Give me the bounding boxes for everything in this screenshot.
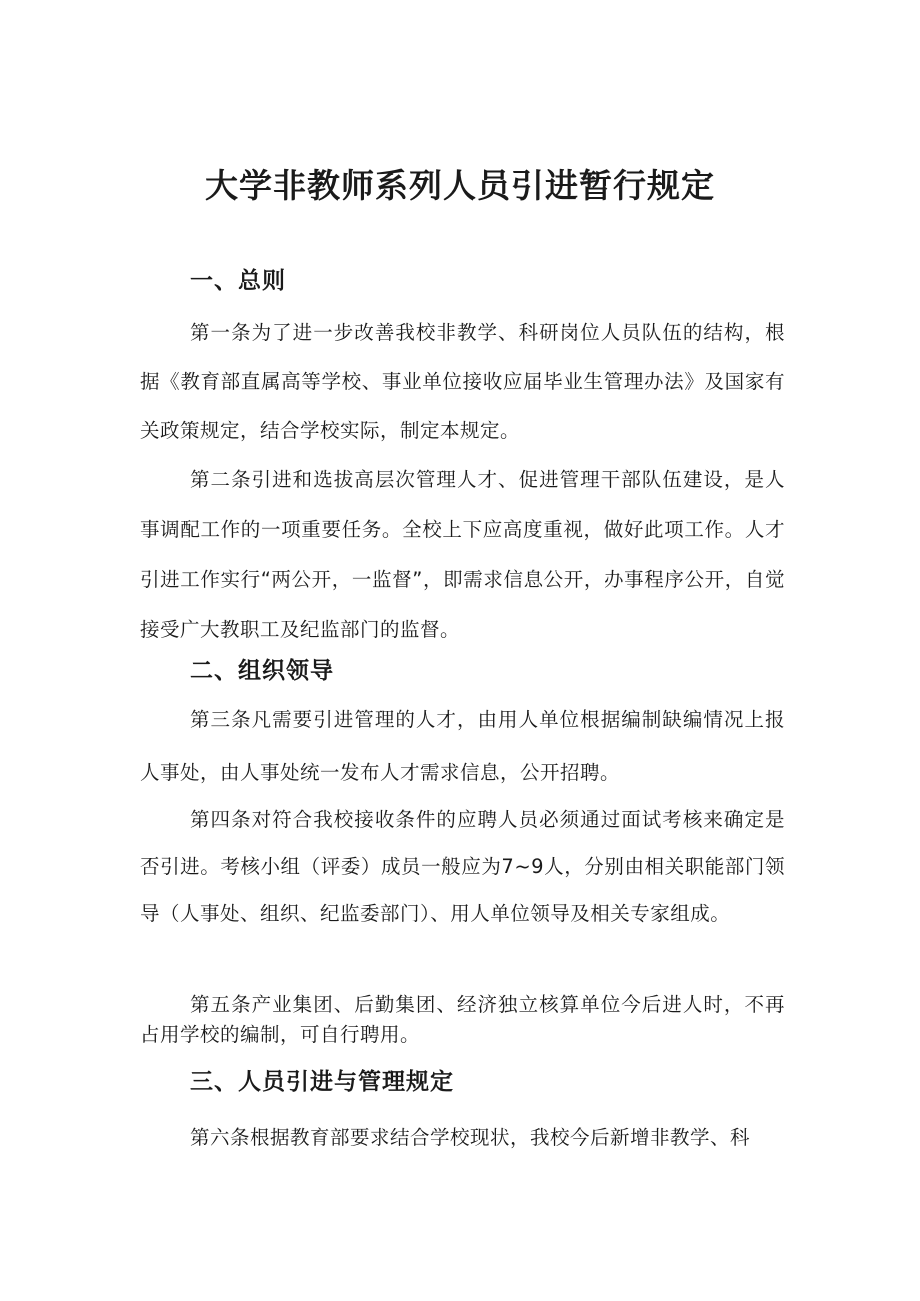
article-2: 第二条引进和选拔高层次管理人才、促进管理干部队伍建设，是人事调配工作的一项重要任务。全校上下应高度重视，做好此项工作。人才引进工作实行“两公开，一监督”，即需求信息公开，办事程序公开，自觉接受广大教职工及纪监部门的监督。 <box>140 468 785 641</box>
article-6: 第六条根据教育部要求结合学校现状，我校今后新增非教学、科 <box>190 1126 751 1149</box>
document-title: 大学非教师系列人员引进暂行规定 <box>205 166 715 205</box>
section-heading-general: 一、总则 <box>190 268 286 294</box>
article-4: 第四条对符合我校接收条件的应聘人员必须通过面试考核来确定是否引进。考核小组（评委）成员一般应为7~9人，分别由相关职能部门领导（人事处、组织、纪监委部门）、用人单位领导及相关专家组成。 <box>140 808 785 925</box>
article-5: 第五条产业集团、后勤集团、经济独立核算单位今后进人时，不再占用学校的编制，可自行聘用。 <box>140 993 785 1046</box>
section-heading-organization: 二、组织领导 <box>190 658 334 684</box>
article-3: 第三条凡需要引进管理的人才，由用人单位根据编制缺编情况上报人事处，由人事处统一发布人才需求信息，公开招聘。 <box>140 708 785 784</box>
article-1: 第一条为了进一步改善我校非教学、科研岗位人员队伍的结构，根据《教育部直属高等学校、事业单位接收应届毕业生管理办法》及国家有关政策规定，结合学校实际，制定本规定。 <box>140 321 785 442</box>
section-heading-recruitment: 三、人员引进与管理规定 <box>190 1069 454 1095</box>
